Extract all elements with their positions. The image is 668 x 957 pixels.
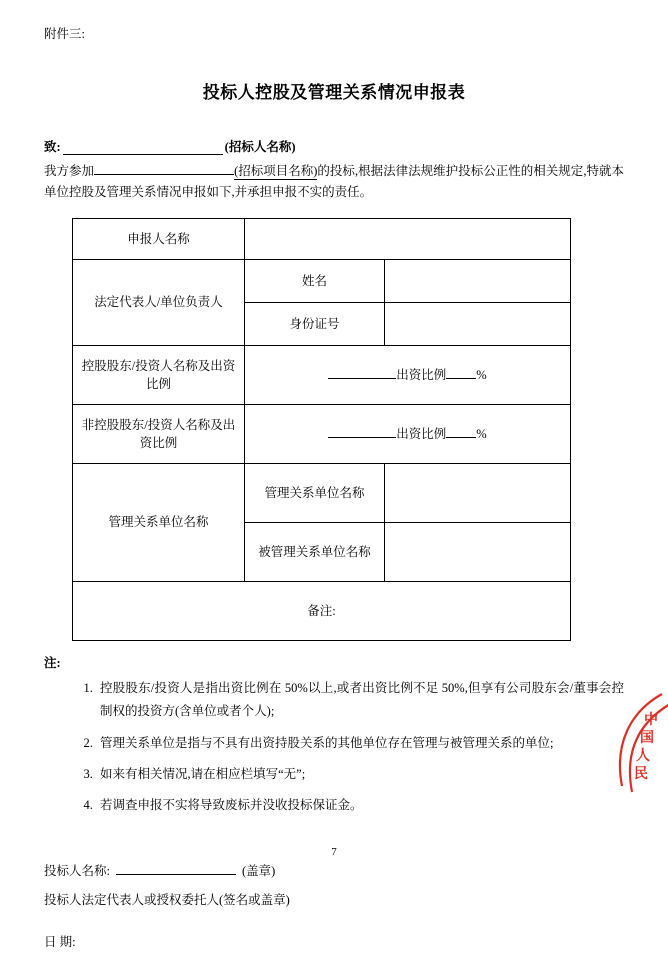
declaration-part3: 的投标,根据法律法规维护投标公正性的相关规定,特就本单位控股及管理关系情况申报如下,并承担申报不实的责任。 [44, 163, 624, 200]
bidder-seal-note: (盖章) [241, 863, 276, 878]
noncontrolling-name-blank[interactable] [328, 424, 396, 438]
list-item: 2. 管理关系单位是指与不具有出资持股关系的其他单位存在管理与被管理关系的单位; [96, 732, 624, 755]
table-row [73, 464, 571, 523]
cell-controlling-shareholder-label: 控股股东/投资人名称及出资比例 [73, 346, 245, 405]
cell-legal-rep-id-label: 身份证号 [245, 303, 385, 346]
cell-applicant-name-value[interactable] [245, 219, 571, 260]
svg-text:民: 民 [634, 767, 648, 782]
bidder-name-blank[interactable] [116, 861, 236, 875]
legal-rep-signature-line: 投标人法定代表人或授权委托人(签名或盖章) [44, 892, 290, 907]
signature-block [44, 857, 624, 957]
table-row [73, 582, 571, 641]
table-row [73, 219, 571, 260]
svg-text:人: 人 [636, 749, 650, 764]
declaration-table [72, 218, 571, 641]
list-item: 4. 若调查申报不实将导致废标并没收投标保证金。 [96, 794, 624, 817]
declaration-part2: (招标项目名称) [234, 163, 317, 180]
cell-applicant-name-label: 申报人名称 [73, 219, 245, 260]
project-name-blank[interactable] [94, 161, 234, 175]
cell-controlling-shareholder-value[interactable] [245, 346, 571, 405]
notes-title: 注: [44, 656, 61, 671]
table-row [73, 346, 571, 405]
cell-noncontrolling-shareholder-value[interactable] [245, 405, 571, 464]
cell-managed-unit-value[interactable] [385, 523, 571, 582]
noncontrolling-percent: % [476, 427, 487, 442]
addressee-hint: (招标人名称) [224, 139, 296, 154]
attachment-label: 附件三: [44, 27, 85, 41]
controlling-ratio-blank[interactable] [446, 365, 476, 379]
noncontrolling-ratio-label: 出资比例 [396, 427, 447, 442]
cell-managed-unit-label: 被管理关系单位名称 [245, 523, 385, 582]
cell-noncontrolling-shareholder-label: 非控股股东/投资人名称及出资比例 [73, 405, 245, 464]
cell-management-unit-value[interactable] [385, 464, 571, 523]
table-row [73, 260, 571, 303]
date-line: 日 期: [44, 935, 76, 950]
notes-list [74, 677, 624, 817]
cell-remarks[interactable]: 备注: [73, 582, 571, 641]
cell-legal-rep-id-value[interactable] [385, 303, 571, 346]
page-number: 7 [331, 846, 337, 858]
addressee-blank[interactable] [63, 140, 223, 155]
addressee-line [44, 137, 624, 155]
cell-legal-rep-label: 法定代表人/单位负责人 [73, 260, 245, 346]
declaration-part1: 我方参加 [44, 163, 95, 178]
cell-management-relation-label: 管理关系单位名称 [73, 464, 245, 582]
cell-management-unit-label: 管理关系单位名称 [245, 464, 385, 523]
declaration-paragraph [44, 161, 624, 205]
controlling-name-blank[interactable] [328, 365, 396, 379]
noncontrolling-ratio-blank[interactable] [446, 424, 476, 438]
list-item: 1. 控股股东/投资人是指出资比例在 50%以上,或者出资比例不足 50%,但享有公司股东会/董事会控制权的投资方(含单位或者个人); [96, 677, 624, 723]
cell-legal-rep-name-label: 姓名 [245, 260, 385, 303]
bidder-name-label: 投标人名称: [44, 863, 110, 878]
svg-text:国: 国 [640, 731, 654, 746]
controlling-ratio-label: 出资比例 [396, 368, 447, 383]
cell-legal-rep-name-value[interactable] [385, 260, 571, 303]
table-row [73, 405, 571, 464]
addressee-prefix: 致: [44, 139, 61, 154]
page-title: 投标人控股及管理关系情况申报表 [202, 82, 466, 102]
list-item: 3. 如来有相关情况,请在相应栏填写“无”; [96, 763, 624, 786]
bidder-name-line [44, 857, 624, 886]
controlling-percent: % [476, 368, 487, 383]
svg-text:中: 中 [644, 713, 658, 728]
